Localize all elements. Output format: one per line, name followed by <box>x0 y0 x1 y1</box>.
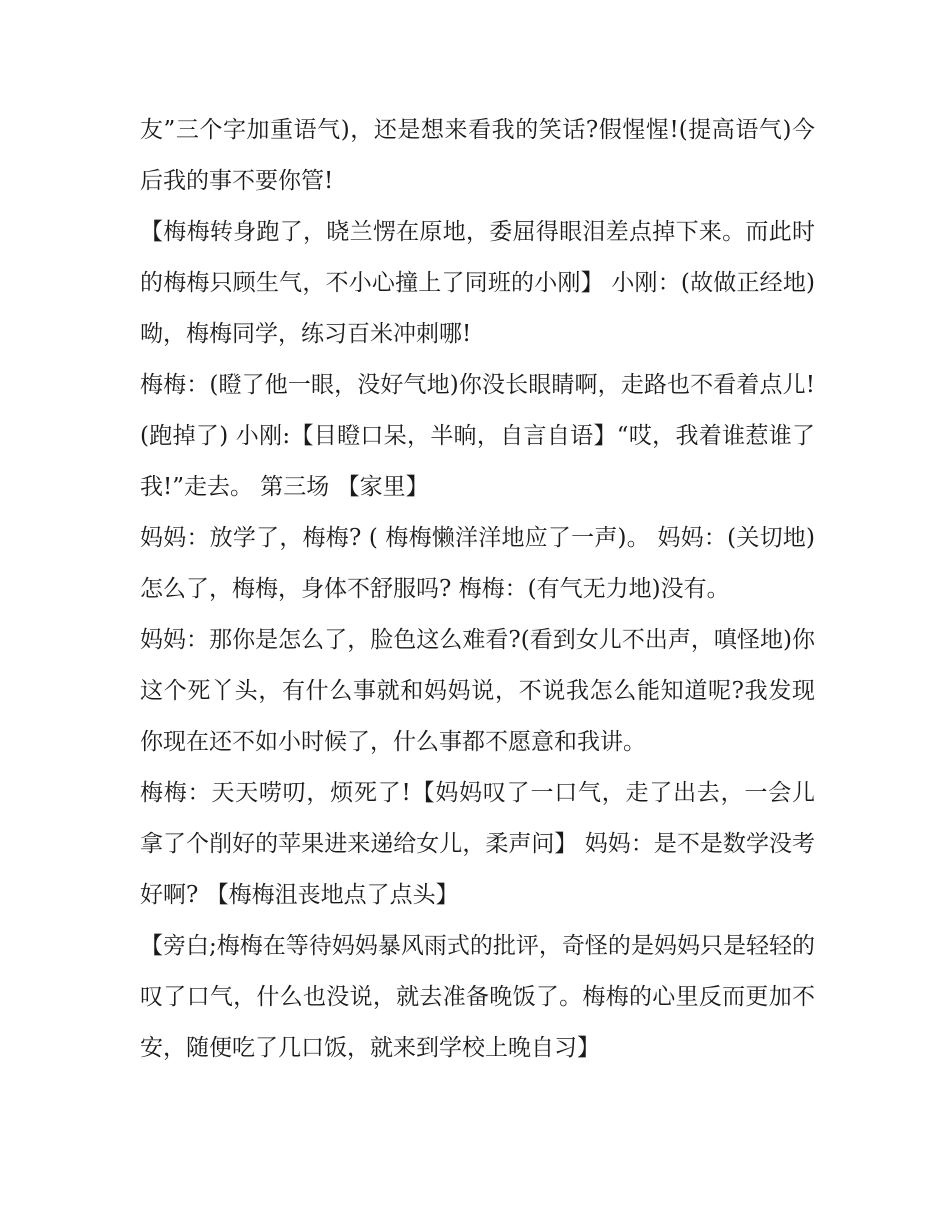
paragraph-2: 【梅梅转身跑了，晓兰愣在原地，委屈得眼泪差点掉下来。而此时的梅梅只顾生气，不小心撞上了同班的小刚】 小刚：(故做正经地)呦，梅梅同学，练习百米冲刺哪! <box>140 219 815 347</box>
paragraph-4: 妈妈：放学了，梅梅? ( 梅梅懒洋洋地应了一声)。 妈妈：(关切地)怎么了，梅梅，身体不舒服吗? 梅梅：(有气无力地)没有。 <box>140 525 815 602</box>
paragraph-7: 【旁白;梅梅在等待妈妈暴风雨式的批评，奇怪的是妈妈只是轻轻的叹了口气，什么也没说，就去准备晚饭了。梅梅的心里反而更加不安，随便吃了几口饭，就来到学校上晚自习】 <box>140 933 815 1061</box>
paragraph-6: 梅梅：天天唠叨，烦死了!【妈妈叹了一口气，走了出去，一会儿拿了个削好的苹果进来递给女儿，柔声问】 妈妈：是不是数学没考好啊? 【梅梅沮丧地点了点头】 <box>140 780 815 908</box>
paragraph-5: 妈妈：那你是怎么了，脸色这么难看?(看到女儿不出声，嗔怪地)你这个死丫头，有什么事就和妈妈说，不说我怎么能知道呢?我发现你现在还不如小时候了，什么事都不愿意和我讲。 <box>140 627 815 755</box>
paragraph-1: 友”三个字加重语气)，还是想来看我的笑话?假惺惺!(提高语气)今后我的事不要你管! <box>140 117 815 194</box>
document-page <box>140 105 815 1074</box>
paragraph-3: 梅梅：(瞪了他一眼，没好气地)你没长眼睛啊，走路也不看着点儿!(跑掉了) 小刚:【目瞪口呆，半晌，自言自语】“哎，我着谁惹谁了我!”走去。 第三场 【家里】 <box>140 372 815 500</box>
